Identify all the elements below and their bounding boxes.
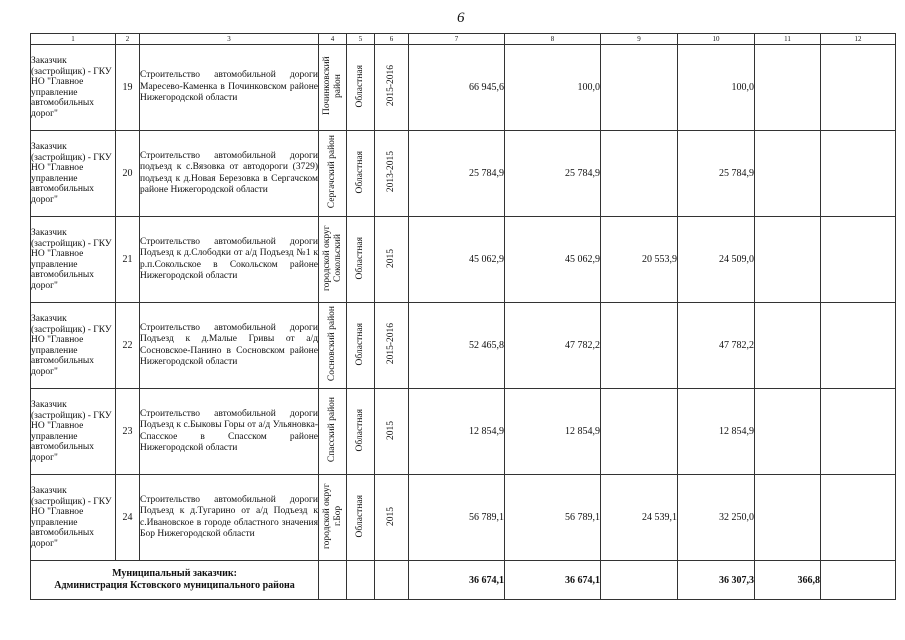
header-row <box>31 34 896 45</box>
district-text: городской округ Сокольский <box>321 225 343 291</box>
value-col10: 25 784,9 <box>678 131 755 217</box>
header-cell: 5 <box>347 34 375 45</box>
budget-cell <box>347 389 375 475</box>
total-col7: 36 674,1 <box>409 561 505 600</box>
value-col10: 100,0 <box>678 45 755 131</box>
object-cell: Строительство автомобильной дороги Подъезд к д.Малые Гривы от а/д Сосновское-Панино в Сосновском районе Нижегородской области <box>140 303 319 389</box>
value-col10: 32 250,0 <box>678 475 755 561</box>
total-col11: 366,8 <box>755 561 821 600</box>
object-cell: Строительство автомобильной дороги подъезд к с.Вязовка от автодороги (3729) подъезд к д.Новая Березовка в Сергачском районе Нижегородской области <box>140 131 319 217</box>
value-col8: 56 789,1 <box>505 475 601 561</box>
value-col10: 47 782,2 <box>678 303 755 389</box>
budget-cell <box>347 45 375 131</box>
table-row <box>31 389 896 475</box>
period-cell <box>375 131 409 217</box>
period-text: 2015 <box>386 506 396 526</box>
object-cell: Строительство автомобильной дороги Подъезд к с.Быковы Горы от а/д Ульяновка-Спасское в Спасском районе Нижегородской области <box>140 389 319 475</box>
district-cell <box>319 131 347 217</box>
value-col7: 66 945,6 <box>409 45 505 131</box>
customer-cell: Заказчик (застройщик) - ГКУ НО "Главное управление автомобильных дорог" <box>31 217 116 303</box>
district-cell <box>319 303 347 389</box>
value-col11 <box>755 45 821 131</box>
value-col7: 25 784,9 <box>409 131 505 217</box>
header-cell: 11 <box>755 34 821 45</box>
total-col10: 36 307,3 <box>678 561 755 600</box>
header-cell: 8 <box>505 34 601 45</box>
value-col10: 24 509,0 <box>678 217 755 303</box>
object-cell: Строительство автомобильной дороги Подъезд к д.Тугарино от а/д Подъезд к с.Ивановское в городе областного значения Бор Нижегородской области <box>140 475 319 561</box>
budget-text: Областная <box>355 64 365 108</box>
investment-table <box>30 33 896 600</box>
period-text: 2013-2015 <box>386 151 396 193</box>
total-col8: 36 674,1 <box>505 561 601 600</box>
period-text: 2015 <box>386 420 396 440</box>
header-cell: 7 <box>409 34 505 45</box>
district-cell <box>319 389 347 475</box>
row-number: 21 <box>116 217 140 303</box>
header-cell: 6 <box>375 34 409 45</box>
value-col9 <box>601 389 678 475</box>
district-cell <box>319 217 347 303</box>
period-text: 2015-2016 <box>386 65 396 107</box>
table-row <box>31 131 896 217</box>
value-col9 <box>601 303 678 389</box>
table-row <box>31 217 896 303</box>
value-col8: 45 062,9 <box>505 217 601 303</box>
budget-text: Областная <box>355 408 365 452</box>
header-cell: 4 <box>319 34 347 45</box>
district-cell <box>319 475 347 561</box>
value-col12 <box>821 389 896 475</box>
period-cell <box>375 475 409 561</box>
budget-cell <box>347 131 375 217</box>
value-col9 <box>601 131 678 217</box>
value-col11 <box>755 475 821 561</box>
period-cell <box>375 217 409 303</box>
district-text: Сосновский район <box>327 306 337 382</box>
value-col7: 52 465,8 <box>409 303 505 389</box>
header-cell: 1 <box>31 34 116 45</box>
value-col11 <box>755 303 821 389</box>
value-col12 <box>821 45 896 131</box>
total-label-line2: Администрация Кстовского муниципального района <box>54 580 295 591</box>
value-col12 <box>821 303 896 389</box>
budget-text: Областная <box>355 494 365 538</box>
total-col12 <box>821 561 896 600</box>
header-cell: 3 <box>140 34 319 45</box>
row-number: 20 <box>116 131 140 217</box>
table-row <box>31 303 896 389</box>
value-col7: 45 062,9 <box>409 217 505 303</box>
row-number: 23 <box>116 389 140 475</box>
value-col7: 12 854,9 <box>409 389 505 475</box>
table-row <box>31 475 896 561</box>
value-col7: 56 789,1 <box>409 475 505 561</box>
value-col9 <box>601 45 678 131</box>
budget-text: Областная <box>355 236 365 280</box>
total-label-line1: Муниципальный заказчик: <box>112 568 237 579</box>
header-cell: 12 <box>821 34 896 45</box>
customer-cell: Заказчик (застройщик) - ГКУ НО "Главное управление автомобильных дорог" <box>31 131 116 217</box>
customer-cell: Заказчик (застройщик) - ГКУ НО "Главное управление автомобильных дорог" <box>31 45 116 131</box>
total-col9 <box>601 561 678 600</box>
value-col9: 24 539,1 <box>601 475 678 561</box>
district-text: Сергачский район <box>327 135 337 209</box>
period-cell <box>375 389 409 475</box>
empty-cell <box>375 561 409 600</box>
value-col8: 12 854,9 <box>505 389 601 475</box>
value-col9: 20 553,9 <box>601 217 678 303</box>
total-row <box>31 561 896 600</box>
header-cell: 2 <box>116 34 140 45</box>
value-col8: 47 782,2 <box>505 303 601 389</box>
page-number: 6 <box>457 10 465 26</box>
object-cell: Строительство автомобильной дороги Маресево-Каменка в Починковском районе Нижегородской области <box>140 45 319 131</box>
budget-cell <box>347 475 375 561</box>
row-number: 19 <box>116 45 140 131</box>
district-text: Спасский район <box>327 397 337 463</box>
value-col11 <box>755 389 821 475</box>
district-text: Починковский район <box>321 56 343 116</box>
header-cell: 9 <box>601 34 678 45</box>
budget-cell <box>347 217 375 303</box>
value-col12 <box>821 131 896 217</box>
value-col12 <box>821 475 896 561</box>
value-col11 <box>755 131 821 217</box>
period-text: 2015 <box>386 248 396 268</box>
value-col11 <box>755 217 821 303</box>
empty-cell <box>319 561 347 600</box>
total-label <box>31 561 319 600</box>
value-col8: 100,0 <box>505 45 601 131</box>
header-cell: 10 <box>678 34 755 45</box>
empty-cell <box>347 561 375 600</box>
period-cell <box>375 303 409 389</box>
table-row <box>31 45 896 131</box>
customer-cell: Заказчик (застройщик) - ГКУ НО "Главное управление автомобильных дорог" <box>31 303 116 389</box>
customer-cell: Заказчик (застройщик) - ГКУ НО "Главное управление автомобильных дорог" <box>31 389 116 475</box>
object-cell: Строительство автомобильной дороги Подъезд к д.Слободки от а/д Подъезд №1 к р.п.Сокольское в Сокольском районе Нижегородской области <box>140 217 319 303</box>
customer-cell: Заказчик (застройщик) - ГКУ НО "Главное управление автомобильных дорог" <box>31 475 116 561</box>
row-number: 22 <box>116 303 140 389</box>
district-cell <box>319 45 347 131</box>
budget-text: Областная <box>355 150 365 194</box>
period-cell <box>375 45 409 131</box>
row-number: 24 <box>116 475 140 561</box>
value-col12 <box>821 217 896 303</box>
period-text: 2015-2016 <box>386 323 396 365</box>
budget-cell <box>347 303 375 389</box>
budget-text: Областная <box>355 322 365 366</box>
value-col10: 12 854,9 <box>678 389 755 475</box>
value-col8: 25 784,9 <box>505 131 601 217</box>
district-text: городской округ г.Бор <box>321 483 343 549</box>
